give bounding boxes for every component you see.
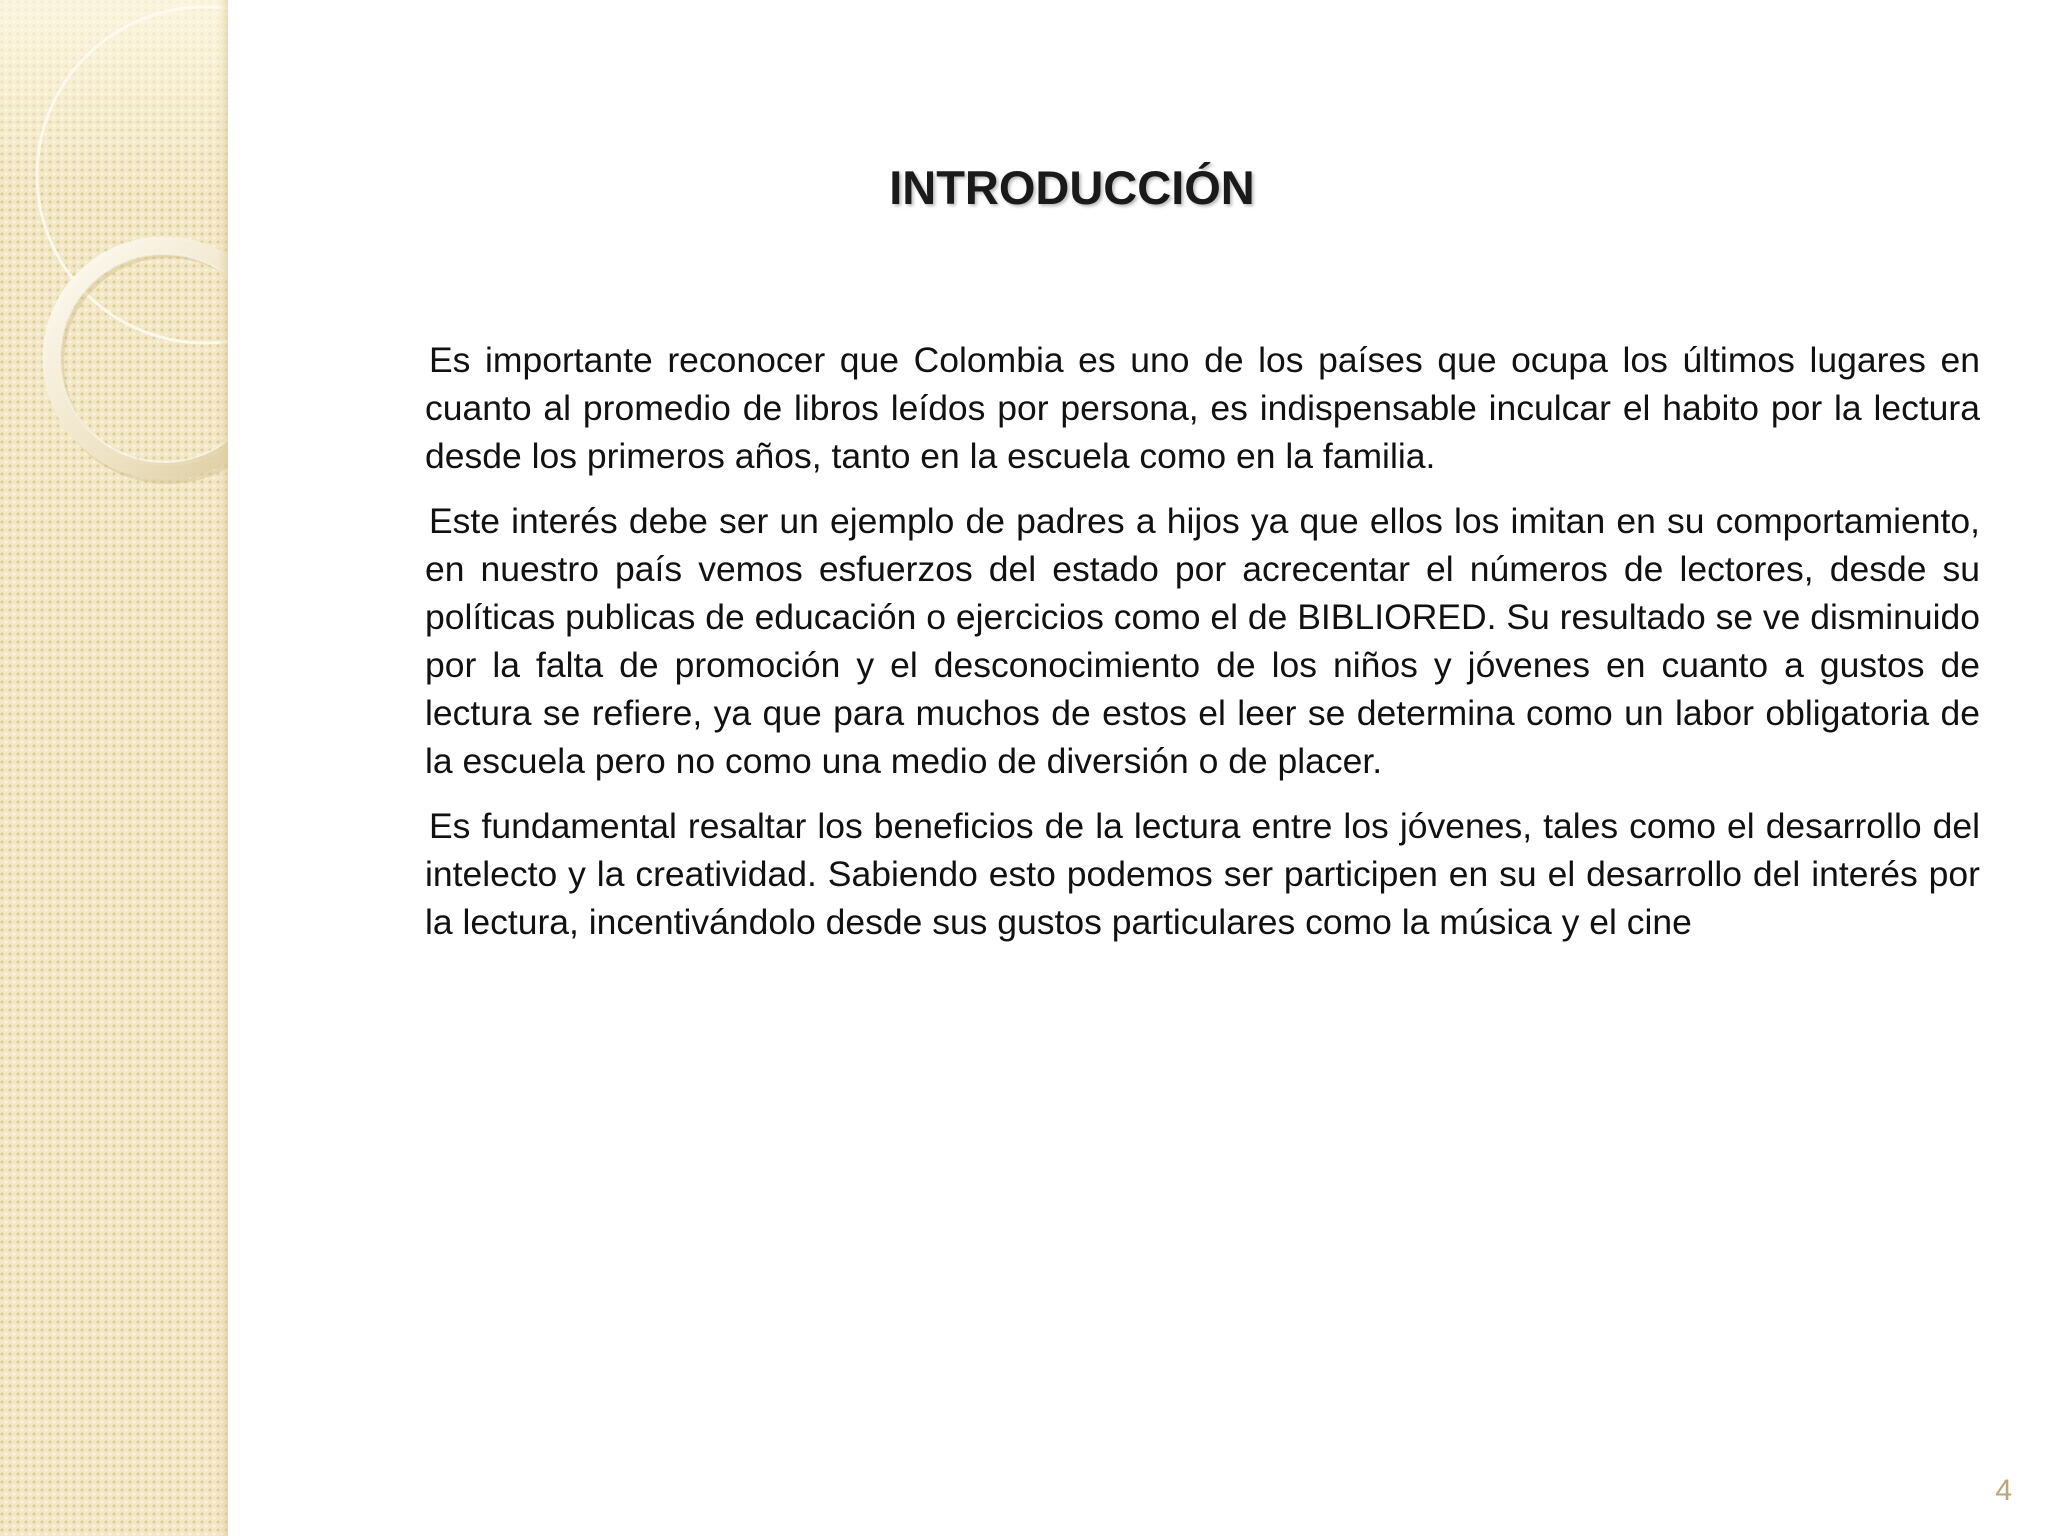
paragraph-1: Es importante reconocer que Colombia es uno de los países que ocupa los últimos lugares en cuanto al promedio de libros leídos por persona, es indispensable inculcar el habito por la lectura desde los primeros años, tanto en la escuela como en la familia.	[425, 340, 1980, 476]
decorative-sidebar	[0, 0, 228, 1536]
paragraph-3: Es fundamental resaltar los beneficios de la lectura entre los jóvenes, tales como el desarrollo del intelecto y la creatividad. Sabiendo esto podemos ser participen en su el desarrollo del interés por la lectura, incentivándolo desde sus gustos particulares como la música y el cine	[425, 806, 1980, 942]
paragraph-2: Este interés debe ser un ejemplo de padres a hijos ya que ellos los imitan en su comportamiento, en nuestro país vemos esfuerzos del estado por acrecentar el números de lectores, desde su políticas publicas de educación o ejercicios como el de BIBLIORED. Su resultado se ve disminuido por la falta de promoción y el desconocimiento de los niños y jóvenes en cuanto a gustos de lectura se refiere, ya que para muchos de estos el leer se determina como un labor obligatoria de la escuela pero no como una medio de diversión o de placer.	[425, 501, 1980, 781]
thick-ring	[51, 245, 228, 471]
slide-title: INTRODUCCIÓN	[889, 161, 1255, 214]
page-number: 4	[1995, 1474, 2012, 1507]
ring-ornament-icon	[0, 0, 228, 520]
slide-body	[425, 336, 1980, 963]
